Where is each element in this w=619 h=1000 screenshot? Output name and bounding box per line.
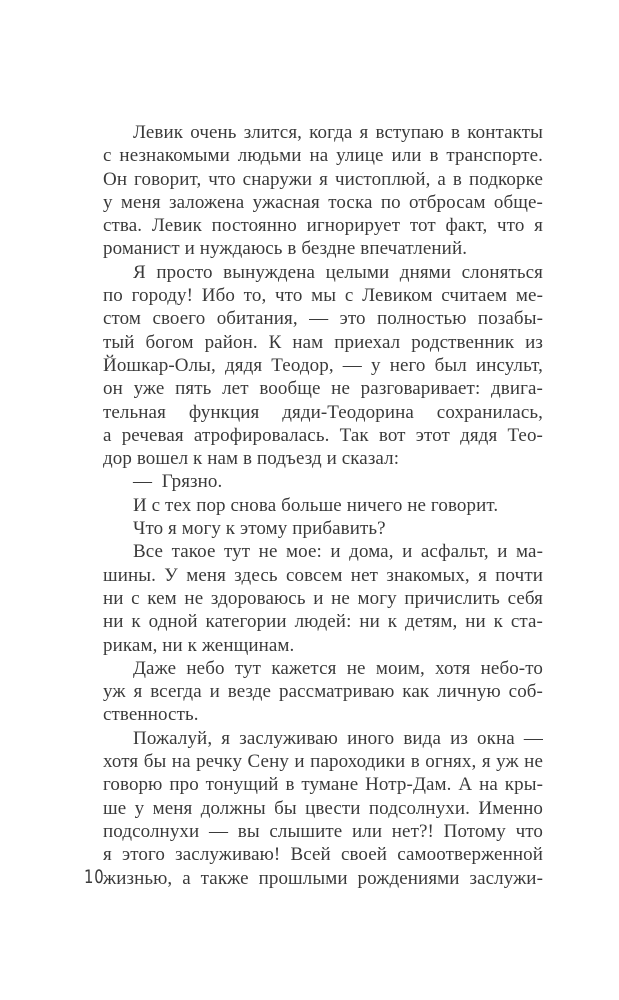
text-line: стом своего обитания, — это полностью позабы- [103,308,543,330]
paragraph [103,517,543,540]
text-line: а речевая атрофировалась. Так вот этот дядя Тео- [103,424,543,446]
text-line: ше у меня должны бы цвести подсолнухи. Именно [103,797,543,819]
paragraph [103,540,543,656]
text-line: Что я могу к этому прибавить? [133,518,386,540]
text-line: ственность. [103,704,199,726]
text-line: хотя бы на речку Сену и пароходики в огнях, я уж не [103,751,543,773]
text-line: тельная функция дяди-Теодорина сохранилась, [103,401,543,423]
paragraph [103,727,543,890]
text-line: подсолнухи — вы слышите или нет?! Потому что [103,820,543,842]
paragraph [103,470,543,493]
page-number: 10 [84,866,105,888]
text-line: романист и нуждаюсь в бездне впечатлений. [103,238,468,260]
text-line: жизнью, а также прошлыми рождениями заслужи- [103,867,543,889]
text-line: Йошкар-Олы, дядя Теодор, — у него был инсульт, [103,354,543,376]
text-line: рикам, ни к женщинам. [103,634,295,656]
text-line: Он говорит, что снаружи я чистоплюй, а в подкорке [103,168,543,190]
text-line: ни с кем не здороваюсь и не могу причислить себя [103,587,543,609]
text-line: Даже небо тут кажется не моим, хотя небо-то [133,657,543,679]
text-line: говорю про тонущий в тумане Нотр-Дам. А на кры- [103,774,543,796]
text-line: с незнакомыми людьми на улице или в транспорте. [103,145,543,167]
text-line: он уже пять лет вообще не разговаривает: двига- [103,378,543,400]
paragraph [103,121,543,261]
text-line: уж я всегда и везде рассматриваю как личную соб- [103,681,543,703]
text-line: Все такое тут не мое: и дома, и асфальт, и ма- [133,541,543,563]
text-block [103,121,543,890]
paragraph [103,494,543,517]
paragraph [103,261,543,471]
text-line: я этого заслуживаю! Всей своей самоотверженной [103,844,543,866]
text-line: у меня заложена ужасная тоска по отбросам обще- [103,191,543,213]
text-line: — Грязно. [133,471,223,493]
text-line: Левик очень злится, когда я вступаю в контакты [133,122,543,143]
text-line: шины. У меня здесь совсем нет знакомых, я почти [103,564,543,586]
text-line: Пожалуй, я заслуживаю иного вида из окна — [133,727,543,749]
text-line: дор вошел к нам в подъезд и сказал: [103,448,400,470]
text-line: по городу! Ибо то, что мы с Левиком считаем ме- [103,285,543,307]
paragraph [103,657,543,727]
text-line: ни к одной категории людей: ни к детям, ни к ста- [103,611,543,633]
text-line: Я просто вынуждена целыми днями слоняться [133,261,543,283]
text-line: ства. Левик постоянно игнорирует тот факт, что я [103,215,543,237]
text-line: И с тех пор снова больше ничего не говорит. [133,494,499,516]
text-line: тый богом район. К нам приехал родственник из [103,331,543,353]
